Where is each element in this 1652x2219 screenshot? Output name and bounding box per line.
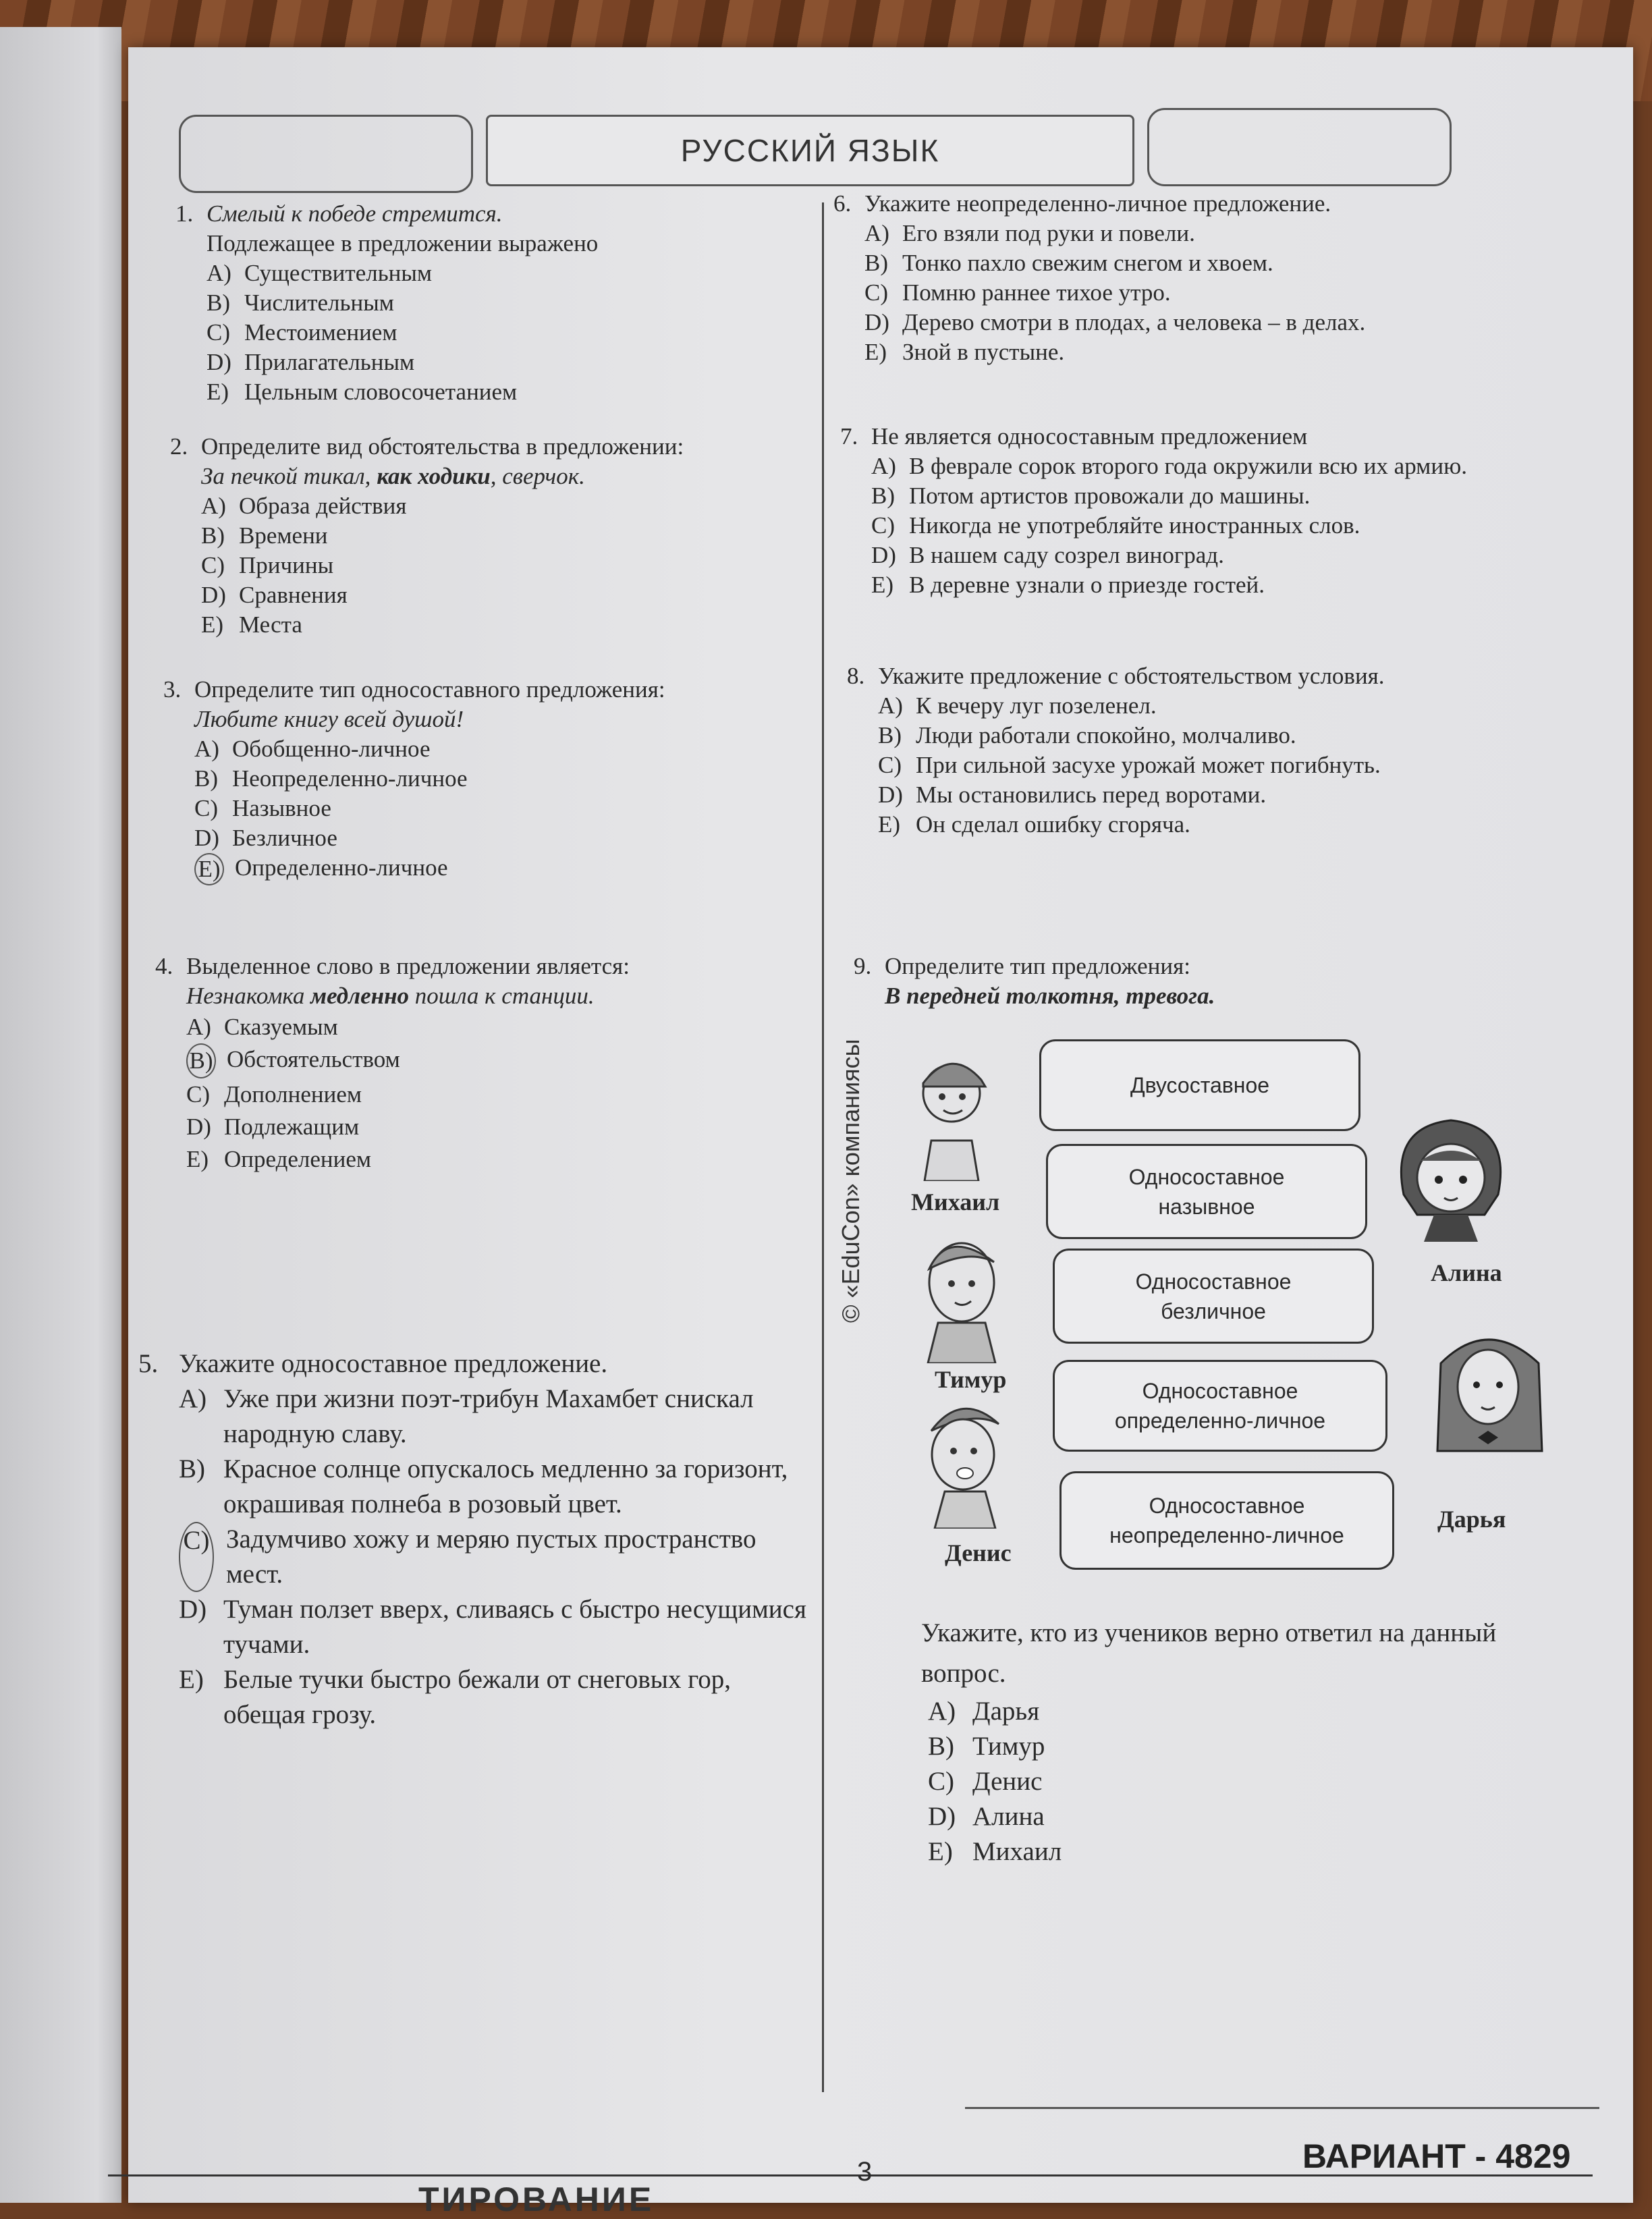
timur-name: Тимур xyxy=(935,1366,1007,1393)
option-c[interactable]: C) Дополнением xyxy=(186,1081,362,1107)
option-c[interactable]: C) Назывное xyxy=(194,795,331,821)
footer-cut-text: ТИРОВАНИЕ xyxy=(418,2181,655,2218)
column-divider xyxy=(822,202,824,2092)
alina-bubble: Односоставное назывное xyxy=(1046,1144,1367,1239)
question-prompt: Не является односоставным предложением xyxy=(871,423,1308,449)
option-b[interactable]: B) Числительным xyxy=(206,290,394,316)
question-example: За печкой тикал, как ходики, сверчок. xyxy=(201,463,585,489)
question-number: 5. xyxy=(138,1349,159,1378)
alina-name: Алина xyxy=(1431,1259,1502,1286)
option-a[interactable]: A) Образа действия xyxy=(201,493,407,519)
option-e[interactable]: E) Белые тучки быстро бежали от снеговых гор, обещая грозу. xyxy=(179,1665,732,1729)
option-b[interactable]: B) Тимур xyxy=(928,1732,1045,1761)
option-a[interactable]: A) Дарья xyxy=(928,1697,1040,1726)
question-5 xyxy=(138,1346,813,1732)
copyright-text: © «EduCon» компаниясы xyxy=(837,1039,864,1323)
option-d[interactable]: D) Мы остановились перед воротами. xyxy=(878,782,1267,808)
option-a[interactable]: A) К вечеру луг позеленел. xyxy=(878,692,1157,719)
question-prompt: Выделенное слово в предложении является: xyxy=(186,953,630,979)
question-4 xyxy=(155,952,803,1176)
option-e[interactable]: E) Он сделал ошибку сгоряча. xyxy=(878,811,1190,838)
students-illustration xyxy=(884,1033,1559,1572)
question-7 xyxy=(840,422,1475,600)
question-number: 9. xyxy=(854,953,872,979)
mikhail-name: Михаил xyxy=(911,1188,1000,1215)
option-b[interactable]: B) Люди работали спокойно, молчаливо. xyxy=(878,722,1296,748)
option-e[interactable]: E) Определением xyxy=(186,1146,372,1172)
option-b[interactable]: B) Красное солнце опускалось медленно за горизонт, окрашивая полнеба в розовый цвет. xyxy=(179,1454,788,1518)
option-c[interactable]: C) Денис xyxy=(928,1767,1043,1796)
question-2 xyxy=(170,432,804,640)
option-e[interactable]: E) Места xyxy=(201,611,302,638)
timur-bubble: Односоставное безличное xyxy=(1053,1249,1374,1344)
variant-label: ВАРИАНТ - 4829 xyxy=(1302,2137,1571,2175)
darya-figure xyxy=(1424,1323,1552,1458)
option-b[interactable]: B) Времени xyxy=(201,522,328,549)
option-a[interactable]: A) Обобщенно-личное xyxy=(194,736,431,762)
question-number: 3. xyxy=(163,676,182,703)
mikhail-figure xyxy=(911,1046,992,1181)
question-prompt: Укажите предложение с обстоятельством условия. xyxy=(878,663,1385,689)
question-prompt: Укажите односоставное предложение. xyxy=(179,1349,608,1378)
option-c[interactable]: C) Никогда не употребляйте иностранных слов. xyxy=(871,512,1360,539)
question-number: 4. xyxy=(155,953,173,979)
footer-rule-right xyxy=(965,2107,1599,2109)
timur-figure xyxy=(914,1228,1009,1363)
header-left-box xyxy=(179,115,473,193)
option-a[interactable]: A) Существительным xyxy=(206,260,433,286)
denis-bubble: Односоставное неопределенно-личное xyxy=(1059,1471,1394,1570)
option-c[interactable]: C) Задумчиво хожу и меряю пустых пространство мест. xyxy=(138,1522,813,1592)
option-b[interactable]: B) Обстоятельством xyxy=(155,1043,803,1078)
option-e[interactable]: E) Михаил xyxy=(928,1837,1062,1866)
question-number: 7. xyxy=(840,423,858,449)
option-e[interactable]: E) Цельным словосочетанием xyxy=(206,379,518,405)
option-d[interactable]: D) В нашем саду созрел виноград. xyxy=(871,542,1224,568)
denis-name: Денис xyxy=(945,1539,1012,1566)
question-3 xyxy=(163,675,804,885)
question-9 xyxy=(854,952,1461,1011)
option-c[interactable]: C) Причины xyxy=(201,552,334,578)
header-right-box xyxy=(1147,108,1452,186)
question-prompt: Укажите неопределенно-личное предложение. xyxy=(864,190,1331,217)
darya-bubble: Односоставное определенно-личное xyxy=(1053,1360,1387,1452)
question-9-question: Укажите, кто из учеников верно ответил на данный вопрос. xyxy=(921,1618,1497,1688)
question-example: Незнакомка медленно пошла к станции. xyxy=(186,983,595,1009)
option-d[interactable]: D) Прилагательным xyxy=(206,349,415,375)
option-a[interactable]: A) В феврале сорок второго года окружили всю их армию. xyxy=(871,453,1467,479)
option-e[interactable]: E) Определенно-личное xyxy=(163,853,804,885)
option-d[interactable]: D) Дерево смотри в плодах, а человека – в делах. xyxy=(864,309,1366,335)
question-number: 8. xyxy=(847,663,865,689)
question-example: Смелый к победе стремится. xyxy=(206,200,503,227)
question-example: В передней толкотня, тревога. xyxy=(885,983,1215,1009)
question-prompt: Определите тип предложения: xyxy=(885,953,1190,979)
question-9-answer xyxy=(921,1613,1529,1869)
question-number: 6. xyxy=(833,190,852,217)
question-prompt: Подлежащее в предложении выражено xyxy=(206,230,599,256)
left-page-edge xyxy=(0,27,121,2203)
alina-figure xyxy=(1383,1114,1518,1242)
option-d[interactable]: D) Подлежащим xyxy=(186,1114,360,1140)
question-example: Любите книгу всей душой! xyxy=(194,706,464,732)
option-a[interactable]: A) Сказуемым xyxy=(186,1014,338,1040)
question-1 xyxy=(175,199,796,407)
darya-name: Дарья xyxy=(1437,1506,1506,1533)
option-a[interactable]: A) Уже при жизни поэт-трибун Махамбет снискал народную славу. xyxy=(179,1384,754,1448)
option-a[interactable]: A) Его взяли под руки и повели. xyxy=(864,220,1195,246)
question-number: 1. xyxy=(175,200,194,227)
subject-title: РУССКИЙ ЯЗЫК xyxy=(486,115,1134,186)
option-b[interactable]: B) Потом артистов провожали до машины. xyxy=(871,483,1311,509)
option-e[interactable]: E) Зной в пустыне. xyxy=(864,339,1065,365)
option-d[interactable]: D) Алина xyxy=(928,1802,1045,1831)
option-d[interactable]: D) Сравнения xyxy=(201,582,348,608)
option-b[interactable]: B) Неопределенно-личное xyxy=(194,765,468,792)
option-d[interactable]: D) Туман ползет вверх, сливаясь с быстро несущимися тучами. xyxy=(179,1595,806,1659)
question-prompt: Определите вид обстоятельства в предложении: xyxy=(201,433,684,460)
option-e[interactable]: E) В деревне узнали о приезде гостей. xyxy=(871,572,1265,598)
option-c[interactable]: C) Помню раннее тихое утро. xyxy=(864,279,1171,306)
denis-figure xyxy=(914,1394,1016,1529)
page-number: 3 xyxy=(857,2157,873,2187)
question-6 xyxy=(833,189,1427,367)
option-d[interactable]: D) Безличное xyxy=(194,825,337,851)
option-b[interactable]: B) Тонко пахло свежим снегом и хвоем. xyxy=(864,250,1273,276)
question-prompt: Определите тип односоставного предложения: xyxy=(194,676,665,703)
mikhail-bubble: Двусоставное xyxy=(1039,1039,1360,1131)
option-c[interactable]: C) При сильной засухе урожай может погибнуть. xyxy=(878,752,1381,778)
option-c[interactable]: C) Местоимением xyxy=(206,319,397,346)
question-number: 2. xyxy=(170,433,188,460)
question-8 xyxy=(847,661,1441,840)
